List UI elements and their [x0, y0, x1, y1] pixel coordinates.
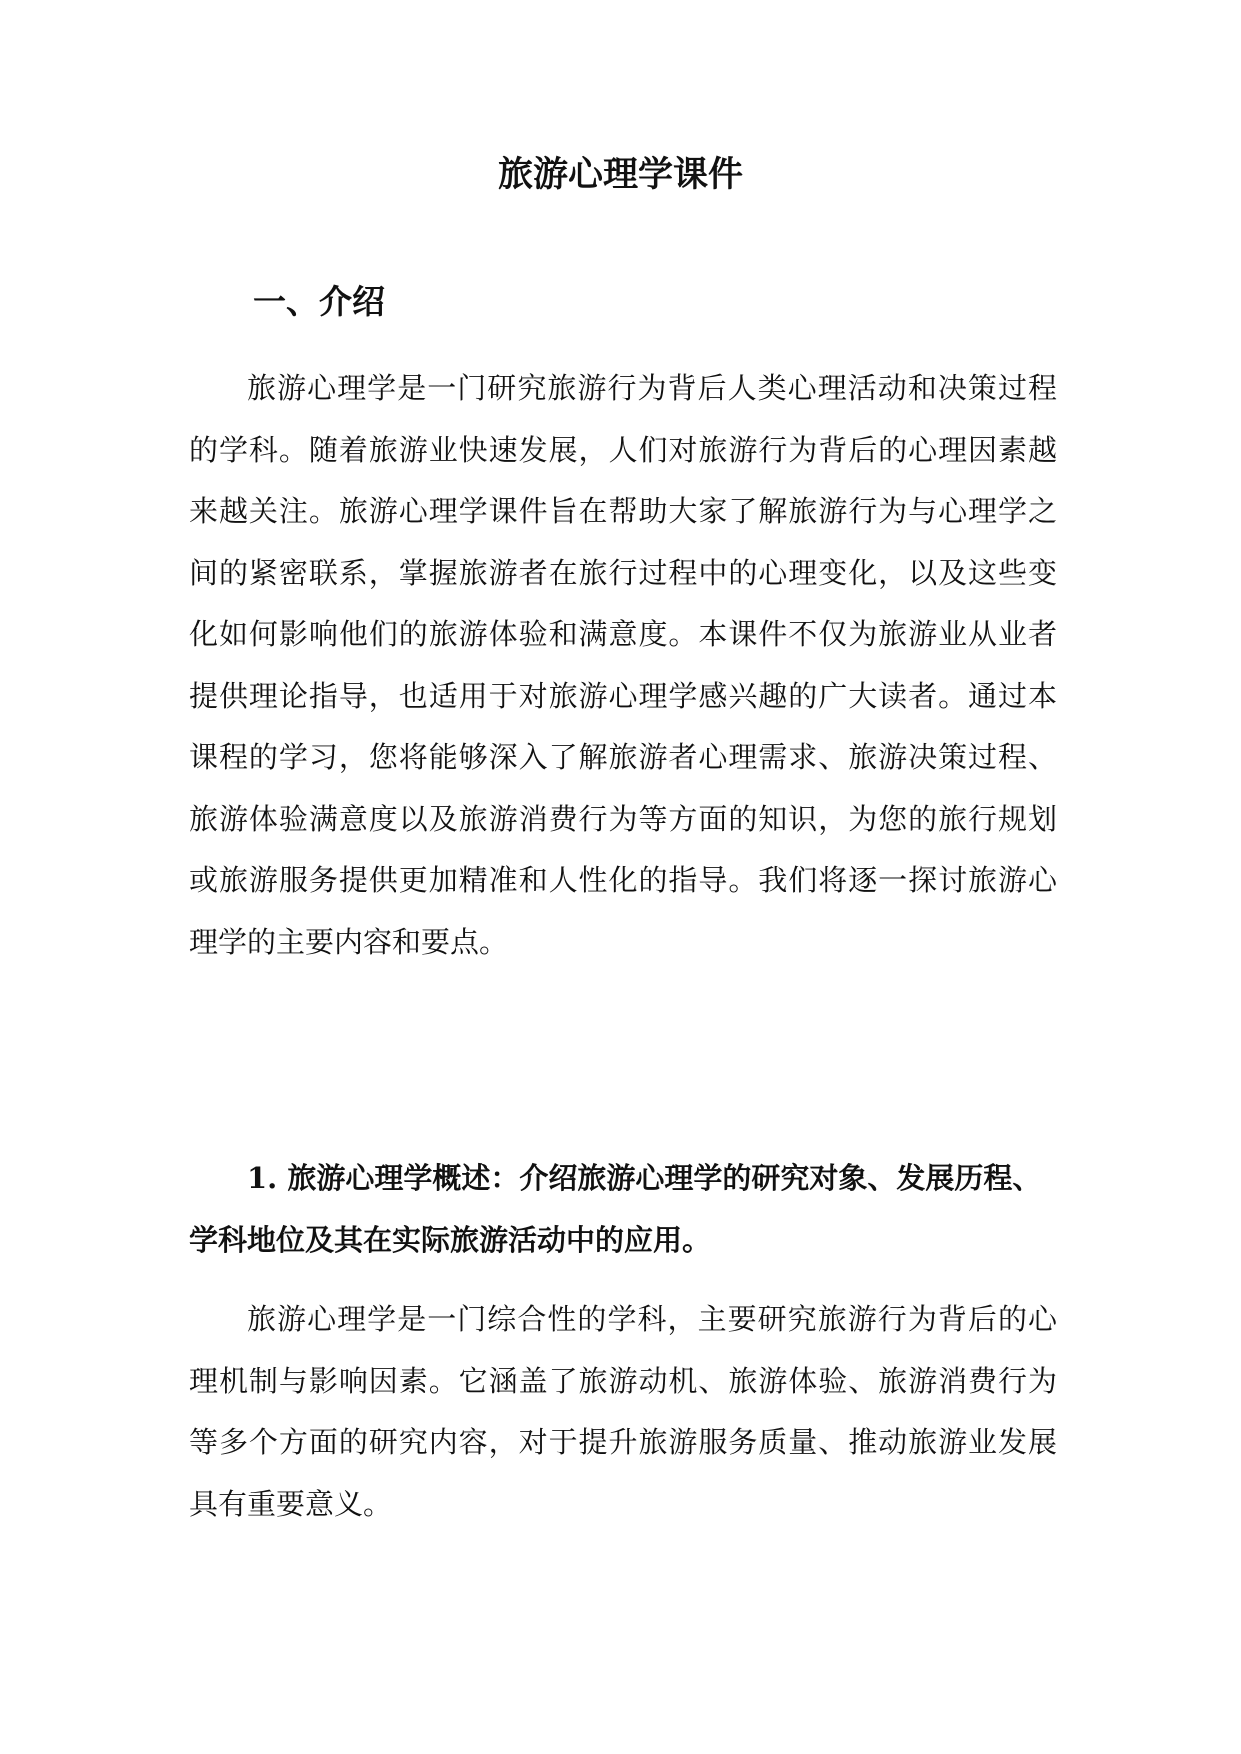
- overview-paragraph: 旅游心理学是一门综合性的学科，主要研究旅游行为背后的心理机制与影响因素。它涵盖了旅游动机、旅游体验、旅游消费行为等多个方面的研究内容，对于提升旅游服务质量、推动旅游业发展具有重要意义。: [189, 1302, 1057, 1521]
- intro-paragraph: 旅游心理学是一门研究旅游行为背后人类心理活动和决策过程的学科。随着旅游业快速发展，人们对旅游行为背后的心理因素越来越关注。旅游心理学课件旨在帮助大家了解旅游行为与心理学之间的紧密联系，掌握旅游者在旅行过程中的心理变化，以及这些变化如何影响他们的旅游体验和满意度。本课件不仅为旅游业从业者提供理论指导，也适用于对旅游心理学感兴趣的广大读者。通过本课程的学习，您将能够深入了解旅游者心理需求、旅游决策过程、旅游体验满意度以及旅游消费行为等方面的知识，为您的旅行规划或旅游服务提供更加精准和人性化的指导。我们将逐一探讨旅游心理学的主要内容和要点。: [189, 371, 1057, 959]
- document-title: 旅游心理学课件: [497, 154, 743, 195]
- subsection-heading-overview: 1. 旅游心理学概述：介绍旅游心理学的研究对象、发展历程、学科地位及其在实际旅游活动中的应用。: [189, 1161, 1042, 1257]
- section-heading-introduction: 一、介绍: [253, 282, 385, 321]
